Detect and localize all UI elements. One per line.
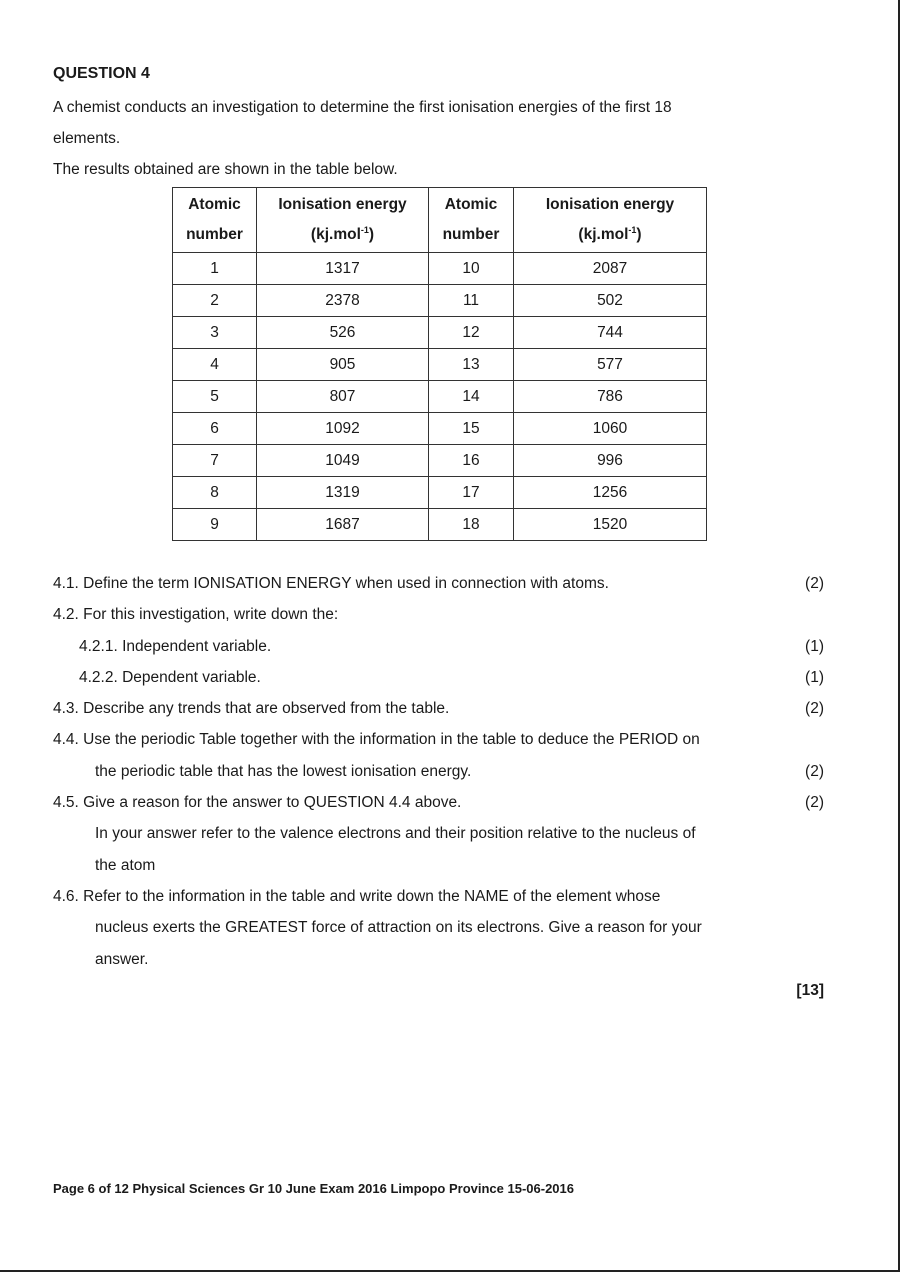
table-cell: 744 <box>514 317 707 349</box>
header-atomic-number-1: Atomic number <box>173 188 257 253</box>
table-cell: 1256 <box>514 477 707 509</box>
table-row <box>173 317 707 349</box>
table-cell: 1687 <box>257 509 429 541</box>
subquestion-row <box>53 599 828 630</box>
table-header-row <box>173 188 707 253</box>
table-cell: 3 <box>173 317 257 349</box>
table-cell: 13 <box>429 349 514 381</box>
table-cell: 16 <box>429 445 514 477</box>
table-cell: 7 <box>173 445 257 477</box>
subquestion-text: 4.4. Use the periodic Table together with the information in the table to deduce the PERIOD on <box>53 731 700 749</box>
question-intro <box>53 62 828 185</box>
subquestion-text: the periodic table that has the lowest ionisation energy. <box>95 762 472 780</box>
table-cell: 11 <box>429 285 514 317</box>
table-row <box>173 349 707 381</box>
table-cell: 1319 <box>257 477 429 509</box>
intro-line-2: elements. <box>53 130 121 147</box>
subquestion-row <box>53 912 828 943</box>
table-cell: 786 <box>514 381 707 413</box>
ionisation-energy-table <box>172 187 707 541</box>
intro-line-1: A chemist conducts an investigation to determine the first ionisation energies of the first 18 <box>53 99 672 116</box>
subquestion-row <box>53 631 828 662</box>
table-cell: 9 <box>173 509 257 541</box>
table-cell: 6 <box>173 413 257 445</box>
marks-label: (1) <box>805 637 824 655</box>
table-cell: 10 <box>429 253 514 285</box>
table-row <box>173 413 707 445</box>
table-cell: 4 <box>173 349 257 381</box>
table-cell: 1049 <box>257 445 429 477</box>
subquestion-text: 4.2. For this investigation, write down the: <box>53 606 339 624</box>
table-row <box>173 253 707 285</box>
subquestion-row <box>53 881 828 912</box>
subquestion-row <box>53 944 828 975</box>
table-row <box>173 381 707 413</box>
table-row <box>173 285 707 317</box>
subquestion-text: nucleus exerts the GREATEST force of attraction on its electrons. Give a reason for your <box>95 919 702 937</box>
header-ionisation-energy-2: Ionisation energy (kj.mol$^{-1}$) <box>514 188 707 253</box>
page-footer: Page 6 of 12 Physical Sciences Gr 10 June Exam 2016 Limpopo Province 15-06-2016 <box>53 1181 574 1196</box>
subquestion-row <box>53 818 828 849</box>
header-ionisation-energy-1: Ionisation energy (kj.mol$^{-1}$) <box>257 188 429 253</box>
table-cell: 12 <box>429 317 514 349</box>
subquestion-row <box>53 787 828 818</box>
marks-label: (2) <box>805 700 824 718</box>
subquestion-row <box>53 568 828 599</box>
table-cell: 1060 <box>514 413 707 445</box>
table-cell: 8 <box>173 477 257 509</box>
marks-label: (2) <box>805 575 824 592</box>
subquestion-text: 4.5. Give a reason for the answer to QUESTION 4.4 above. <box>53 794 462 812</box>
marks-label: (2) <box>805 762 824 780</box>
table-cell: 5 <box>173 381 257 413</box>
table-row <box>173 509 707 541</box>
subquestion-text: 4.2.2. Dependent variable. <box>79 668 261 686</box>
subquestion-text: 4.3. Describe any trends that are observed from the table. <box>53 700 450 718</box>
table-body <box>173 253 707 541</box>
intro-line-3: The results obtained are shown in the table below. <box>53 161 398 178</box>
total-marks: [13] <box>796 982 824 999</box>
table-cell: 2087 <box>514 253 707 285</box>
question-heading: QUESTION 4 <box>53 65 150 82</box>
table-cell: 2 <box>173 285 257 317</box>
marks-label: (1) <box>805 668 824 686</box>
table-cell: 1092 <box>257 413 429 445</box>
table-cell: 905 <box>257 349 429 381</box>
subquestion-row <box>53 724 828 755</box>
table-cell: 18 <box>429 509 514 541</box>
header-atomic-number-2: Atomic number <box>429 188 514 253</box>
table-cell: 502 <box>514 285 707 317</box>
table-cell: 807 <box>257 381 429 413</box>
table-cell: 577 <box>514 349 707 381</box>
table-cell: 17 <box>429 477 514 509</box>
marks-label: (2) <box>805 794 824 812</box>
subquestion-row <box>53 693 828 724</box>
subquestion-row <box>53 756 828 787</box>
table-cell: 1520 <box>514 509 707 541</box>
subquestion-text: 4.1. Define the term IONISATION ENERGY when used in connection with atoms. <box>53 575 609 592</box>
table-cell: 14 <box>429 381 514 413</box>
subquestion-row <box>53 850 828 881</box>
subquestion-row <box>53 662 828 693</box>
table-cell: 15 <box>429 413 514 445</box>
subquestion-text: the atom <box>95 856 156 874</box>
subquestion-text: 4.6. Refer to the information in the table and write down the NAME of the element whose <box>53 887 661 905</box>
subquestion-text: In your answer refer to the valence electrons and their position relative to the nucleus of <box>95 825 696 843</box>
subquestion-list <box>53 568 828 975</box>
table-cell: 1 <box>173 253 257 285</box>
table-cell: 526 <box>257 317 429 349</box>
table-cell: 1317 <box>257 253 429 285</box>
table-row <box>173 477 707 509</box>
table-row <box>173 445 707 477</box>
subquestion-text: answer. <box>95 950 149 968</box>
subquestion-text: 4.2.1. Independent variable. <box>79 637 272 655</box>
table-cell: 2378 <box>257 285 429 317</box>
table-cell: 996 <box>514 445 707 477</box>
